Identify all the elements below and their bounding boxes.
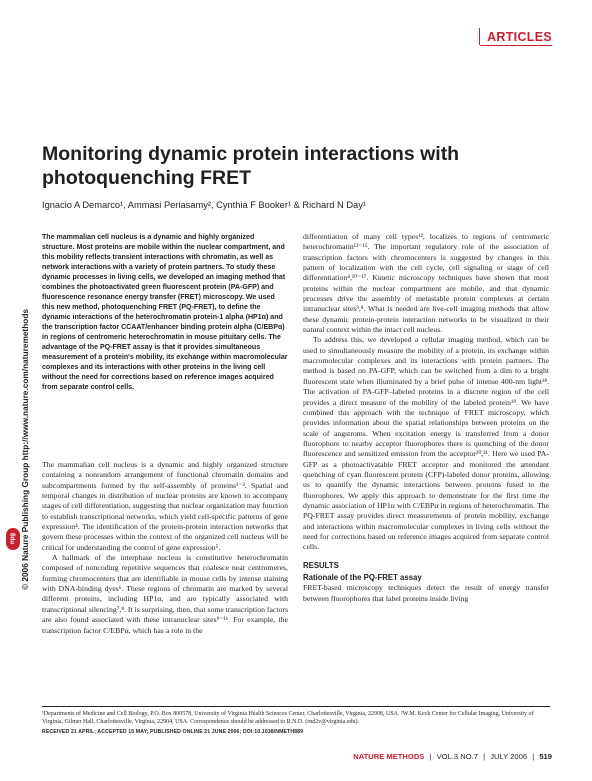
body-paragraph: differentiation of many cell types¹², localizes to regions of centromeric heterochromatin¹³⁻¹⁵. The important regulatory role of the association of transcription factors with chromocenters is suggested by changes in this pattern of localization with the cell cycle, cell signaling or stage of cell differentiation⁴,¹⁰⁻¹⁷. Kinetic microscopy techniques have shown that most proteins within the nuclear compartment are mobile, and that dynamic processes drive the assembly of metastable protein complexes at certain intranuclear sites³,⁸. What is needed are live-cell imaging methods that allow these dynamic protein-protein interaction networks to be visualized in their natural context within the intact cell nucleus. xyxy=(303,232,549,335)
left-body-text xyxy=(42,460,288,636)
abstract xyxy=(42,233,288,445)
article-title: Monitoring dynamic protein interactions with photoquenching FRET xyxy=(42,143,460,189)
page-number: 519 xyxy=(539,752,552,761)
header-divider-tick xyxy=(479,28,480,45)
left-column xyxy=(42,233,288,445)
results-heading: RESULTS xyxy=(303,560,339,570)
folio-separator: | xyxy=(532,752,535,761)
header-rule xyxy=(480,45,552,46)
abstract-paragraph: The mammalian cell nucleus is a dynamic and highly organized structure. Most proteins are mobile within the nuclear compartment, and this mobility reflects transient interactions with chromatin, as well as network interactions with a variety of protein partners. To study these dynamic processes in living cells, we developed an imaging method that combines the photoactivated green fluorescent protein (PA-GFP) and fluorescence resonance energy transfer (FRET) microscopy. We used this new method, photoquenching FRET (PQ-FRET), to define the dynamic interactions of the heterochromatin protein-1 alpha (HP1α) and the transcription factor CCAAT/enhancer binding protein alpha (C/EBPα) in regions of centromeric heterochromatin in mouse pituitary cells. The advantage of the PQ-FRET assay is that it provides simultaneous measurement of a protein's mobility, its exchange within macromolecular complexes and its interactions with other proteins in the living cell without the need for corrections based on reference images acquired from separate control cells. xyxy=(42,234,288,391)
body-paragraph: To address this, we developed a cellular imaging method, which can be used to simultaneously measure the mobility of a protein, its exchange within macromolecular complexes and its interactions with protein partners. The method is based on PA-GFP, which can be switched from a dim to a bright fluorescent state when illuminated by a brief pulse of intense 400-nm light¹⁸. The activation of PA-GFP–labeled proteins in a discrete region of the cell provides a direct measure of the mobility of the labeled protein¹⁹. We have combined this approach with the technique of FRET microscopy, which provides information about the spatial relationships between proteins on the scale of angstroms. When excitation energy is transferred from a donor fluorophore to nearby acceptor fluorophores there is quenching of the donor fluorescence and sensitized emission from the acceptor²⁰,²¹. Here we used PA-GFP as a photoactivatable FRET acceptor and monitored the attendant quenching of cyan fluorescent protein (CFP)-labeled donor proteins, allowing us to quantify the dynamic interactions between proteins fused to the fluorophores. We apply this approach to demonstrate for the first time the dynamic association of HP1α with C/EBPα in regions of heterochromatin. The PQ-FRET assay provides direct measurements of protein mobility, exchange and interactions within macromolecular complexes in living cells without the need for corrections based on reference images acquired from separate control cells. xyxy=(303,335,549,552)
npg-logo-icon: npg xyxy=(6,528,20,550)
body-paragraph: The mammalian cell nucleus is a dynamic and highly organized structure containing a nonrandom arrangement of functional chromatin domains and subcompartments formed by the self-assembly of proteins¹⁻³. Spatial and temporal changes in distribution of nuclear proteins are known to accompany stages of cell differentiation, suggesting that nuclear organization may function to establish transcriptional networks, which yield cell-specific patterns of gene expression⁴. The identification of the protein-protein interaction networks that govern these processes within the context of the organized cell nucleus will be critical for understanding the control of gene expression⁵. xyxy=(42,460,288,552)
received-dates: RECEIVED 21 APRIL; ACCEPTED 15 MAY; PUBLISHED ONLINE 21 JUNE 2006; DOI:10.1038/NMETH889 xyxy=(42,729,304,735)
footnote-divider xyxy=(42,706,550,707)
author-list: Ignacio A Demarco¹, Ammasi Periasamy², Cynthia F Booker¹ & Richard N Day¹ xyxy=(42,200,366,210)
journal-volume: VOL.3 NO.7 xyxy=(436,752,478,761)
section-header xyxy=(487,28,552,46)
journal-name: NATURE METHODS xyxy=(353,752,425,761)
folio-separator: | xyxy=(429,752,432,761)
affiliations-footnote: ¹Departments of Medicine and Cell Biology, P.O. Box 800578, University of Virginia Health Sciences Center, Charlottesville, Virginia, 22908, USA. ²W.M. Keck Center for Cellular Imaging, University of Virginia, Gilmer Hall, Charlottesville, Virginia, 22904, USA. Correspondence should be addressed to R.N.D. (rnd2v@virginia.edu). xyxy=(42,711,534,726)
folio-separator: | xyxy=(483,752,486,761)
section-label: ARTICLES xyxy=(487,30,552,44)
page-folio xyxy=(353,752,552,761)
copyright-sidebar: © 2006 Nature Publishing Group http://www.nature.com/naturemethods xyxy=(20,308,30,590)
results-paragraph: FRET-based microscopy techniques detect the result of energy transfer between fluorophores that label proteins inside living xyxy=(303,583,549,603)
results-subheading: Rationale of the PQ-FRET assay xyxy=(303,573,422,582)
right-column xyxy=(303,232,549,604)
body-paragraph: A hallmark of the interphase nucleus is constitutive heterochromatin composed of noncoding repetitive sequences that coalesce near centromeres, forming chromocenters that are identifiable in mouse cells by intense staining with DNA-binding dyes⁶. These regions of chromatin are marked by several different proteins, including HP1α, and are typically associated with transcriptional silencing⁷,⁸. It is surprising, then, that some transcription factors are also found associated with these intranuclear sites⁹⁻¹¹. For example, the transcription factor C/EBPα, which has a role in the xyxy=(42,553,288,635)
journal-date: JULY 2006 xyxy=(490,752,528,761)
